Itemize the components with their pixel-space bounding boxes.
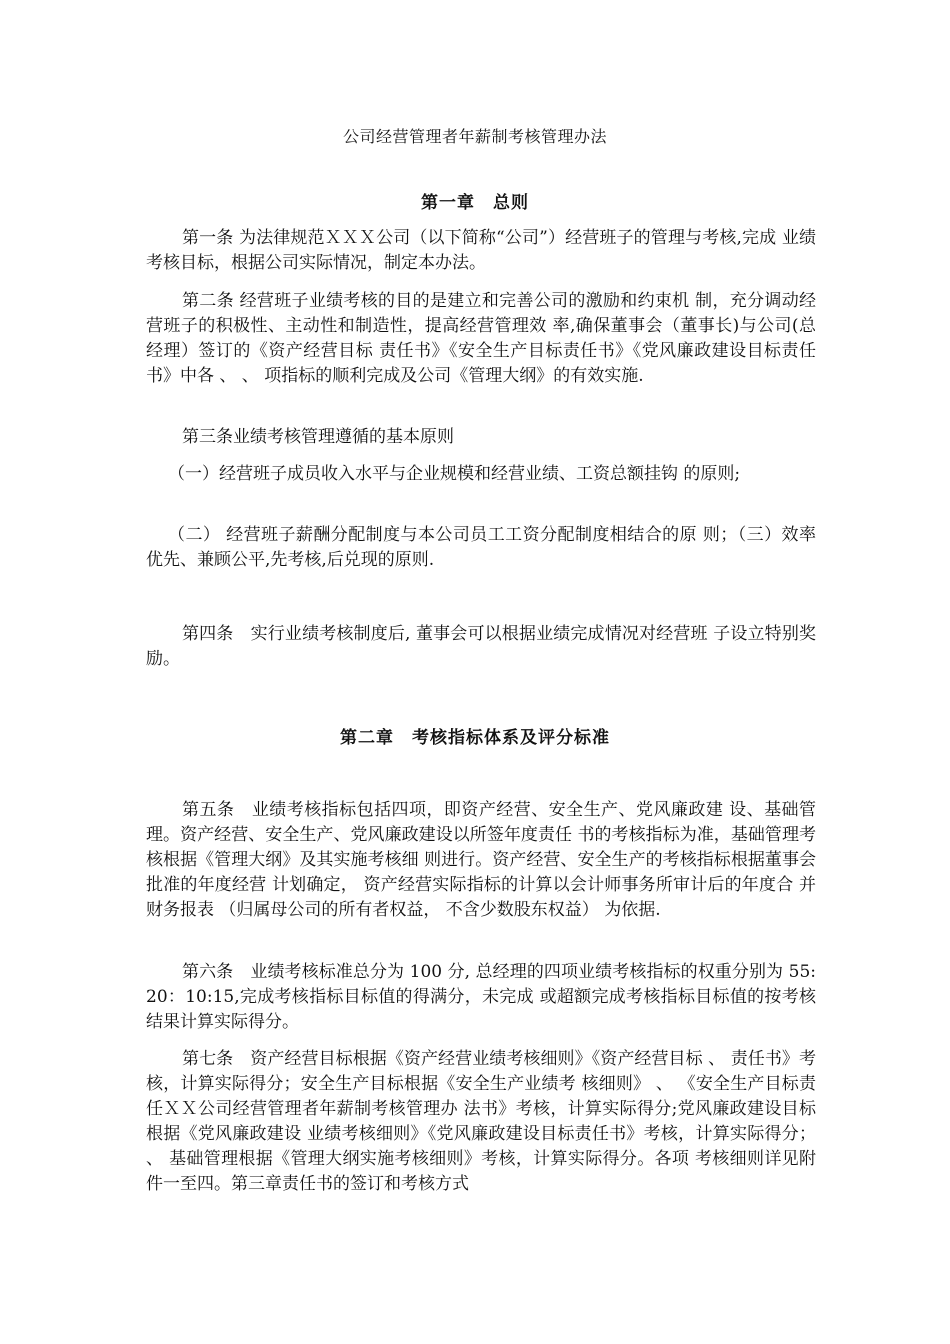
article-6: 第六条 业绩考核标准总分为 100 分, 总经理的四项业绩考核指标的权重分别为 55:20：10:15,完成考核指标目标值的得满分，未完成 或超额完成考核指标目标值的按考核结果计算实际得分。 — [146, 962, 816, 1032]
article-7: 第七条 资产经营目标根据《资产经营业绩考核细则》《资产经营目标 、 责任书》考核，计算实际得分；安全生产目标根据《安全生产业绩考 核细则》 、 《安全生产目标责任ＸＸ公司经营管理者年薪制考核管理办 法书》考核，计算实际得分;党风廉政建设目标根据《党风廉政建设 业绩考核细则》《党风廉政建设目标责任书》考核，计算实际得分； 、 基础管理根据《管理大纲实施考核细则》考核，计算实际得分。各项 考核细则详见附件一至四。第三章责任书的签订和考核方式 — [146, 1049, 816, 1194]
principle-2-3: （二） 经营班子薪酬分配制度与本公司员工工资分配制度相结合的原 则；（三）效率优先、兼顾公平,先考核,后兑现的原则. — [146, 525, 816, 570]
article-3: 第三条业绩考核管理遵循的基本原则 — [182, 427, 454, 447]
article-2: 第二条 经营班子业绩考核的目的是建立和完善公司的激励和约束机 制，充分调动经营班子的积极性、主动性和制造性，提高经营管理效 率,确保董事会（董事长)与公司(总经理）签订的《资产经营目标 责任书》《安全生产目标责任书》《党风廉政建设目标责任书》中各 、 、 项指标的顺利完成及公司《管理大纲》的有效实施. — [146, 291, 816, 386]
chapter-2-heading: 第二章 考核指标体系及评分标准 — [340, 728, 610, 748]
principle-1: （一）经营班子成员收入水平与企业规模和经营业绩、工资总额挂钩 的原则; — [168, 464, 741, 484]
article-5: 第五条 业绩考核指标包括四项，即资产经营、安全生产、党风廉政建 设、基础管理。资产经营、安全生产、党风廉政建设以所签年度责任 书的考核指标为准，基础管理考核根据《管理大纲》及其实施考核细 则进行。资产经营、安全生产的考核指标根据董事会批准的年度经营 计划确定， 资产经营实际指标的计算以会计师事务所审计后的年度合 并财务报表 （归属母公司的所有者权益， 不含少数股东权益） 为依据. — [146, 800, 816, 920]
article-4: 第四条 实行业绩考核制度后, 董事会可以根据业绩完成情况对经营班 子设立特别奖励。 — [146, 624, 816, 669]
chapter-1-heading: 第一章 总则 — [421, 193, 529, 213]
document-title: 公司经营管理者年薪制考核管理办法 — [342, 127, 607, 146]
article-1: 第一条 为法律规范ＸＸＸ公司（以下简称“公司”）经营班子的管理与考核,完成 业绩考核目标，根据公司实际情况，制定本办法。 — [146, 228, 816, 273]
